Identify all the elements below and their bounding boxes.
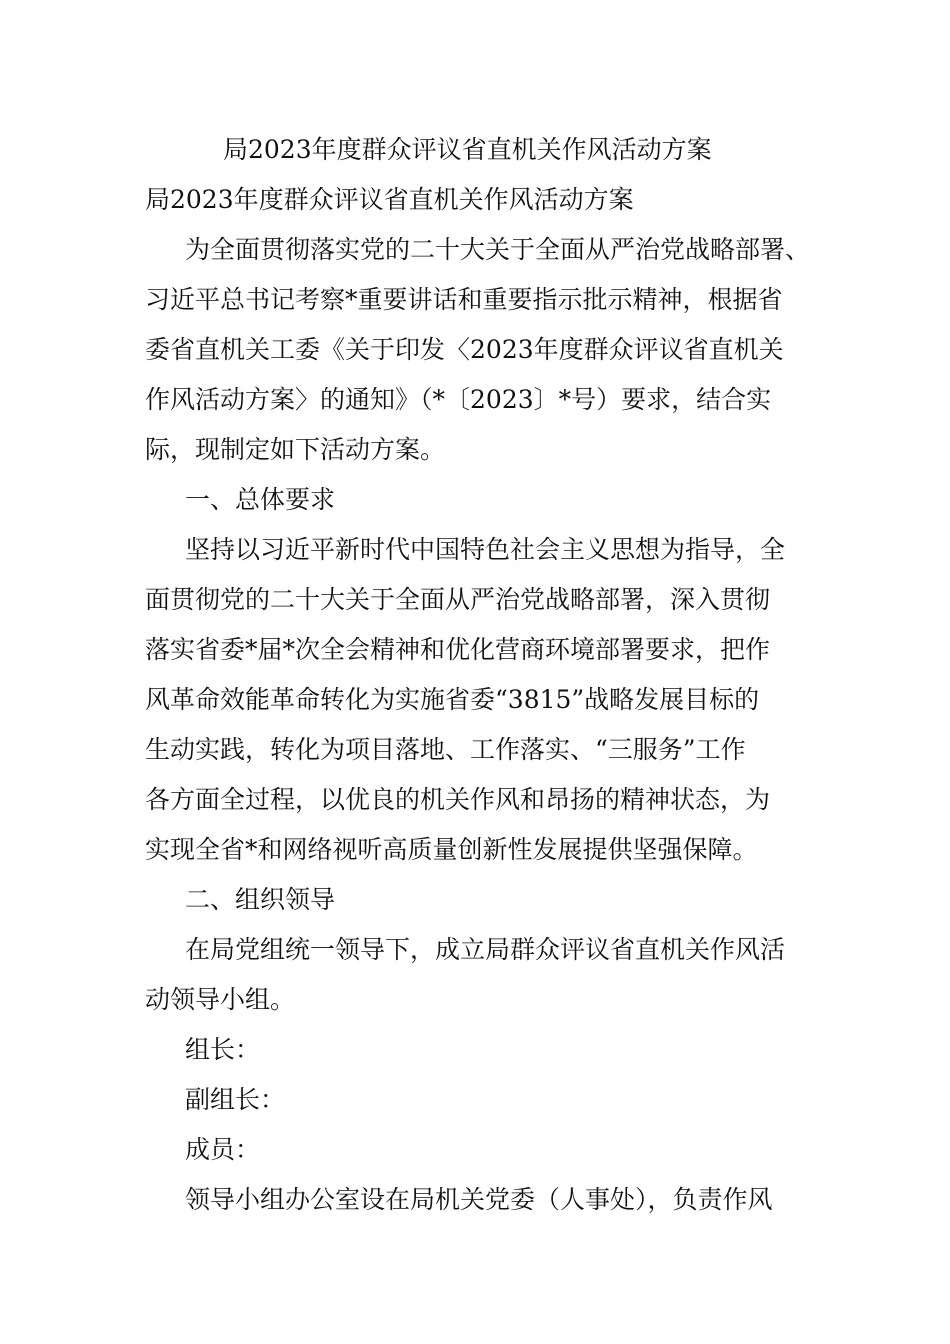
section1-line-4: 风革命效能革命转化为实施省委“3815”战略发展目标的	[145, 685, 760, 714]
leader-label: 组长：	[185, 1035, 261, 1064]
section1-heading: 一、总体要求	[185, 485, 336, 514]
section1-line-2: 面贯彻党的二十大关于全面从严治党战略部署，深入贯彻	[145, 585, 771, 614]
section2-heading: 二、组织领导	[185, 885, 336, 914]
section2-line-2: 动领导小组。	[145, 985, 296, 1014]
section1-line-5: 生动实践，转化为项目落地、工作落实、“三服务”工作	[145, 735, 746, 764]
section1-line-7: 实现全省*和网络视听高质量创新性发展提供坚强保障。	[145, 835, 758, 864]
office-line: 领导小组办公室设在局机关党委（人事处），负责作风	[185, 1185, 773, 1214]
section1-line-3: 落实省委*届*次全会精神和优化营商环境部署要求，把作	[145, 635, 771, 664]
document-subtitle: 局2023年度群众评议省直机关作风活动方案	[145, 185, 634, 214]
section1-line-6: 各方面全过程，以优良的机关作风和昂扬的精神状态，为	[145, 785, 771, 814]
intro-line-3: 委省直机关工委《关于印发〈2023年度群众评议省直机关	[145, 335, 784, 364]
section1-line-1: 坚持以习近平新时代中国特色社会主义思想为指导，全	[185, 535, 786, 564]
members-label: 成员：	[185, 1135, 261, 1164]
intro-line-2: 习近平总书记考察*重要讲话和重要指示批示精神，根据省	[145, 285, 783, 314]
intro-line-5: 际，现制定如下活动方案。	[145, 435, 446, 464]
deputy-leader-label: 副组长：	[185, 1085, 286, 1114]
section2-line-1: 在局党组统一领导下，成立局群众评议省直机关作风活	[185, 935, 786, 964]
document-title: 局2023年度群众评议省直机关作风活动方案	[223, 135, 712, 164]
intro-line-4: 作风活动方案〉的通知》（*〔2023〕*号）要求，结合实	[145, 385, 772, 414]
intro-line-1: 为全面贯彻落实党的二十大关于全面从严治党战略部署、	[185, 235, 811, 264]
